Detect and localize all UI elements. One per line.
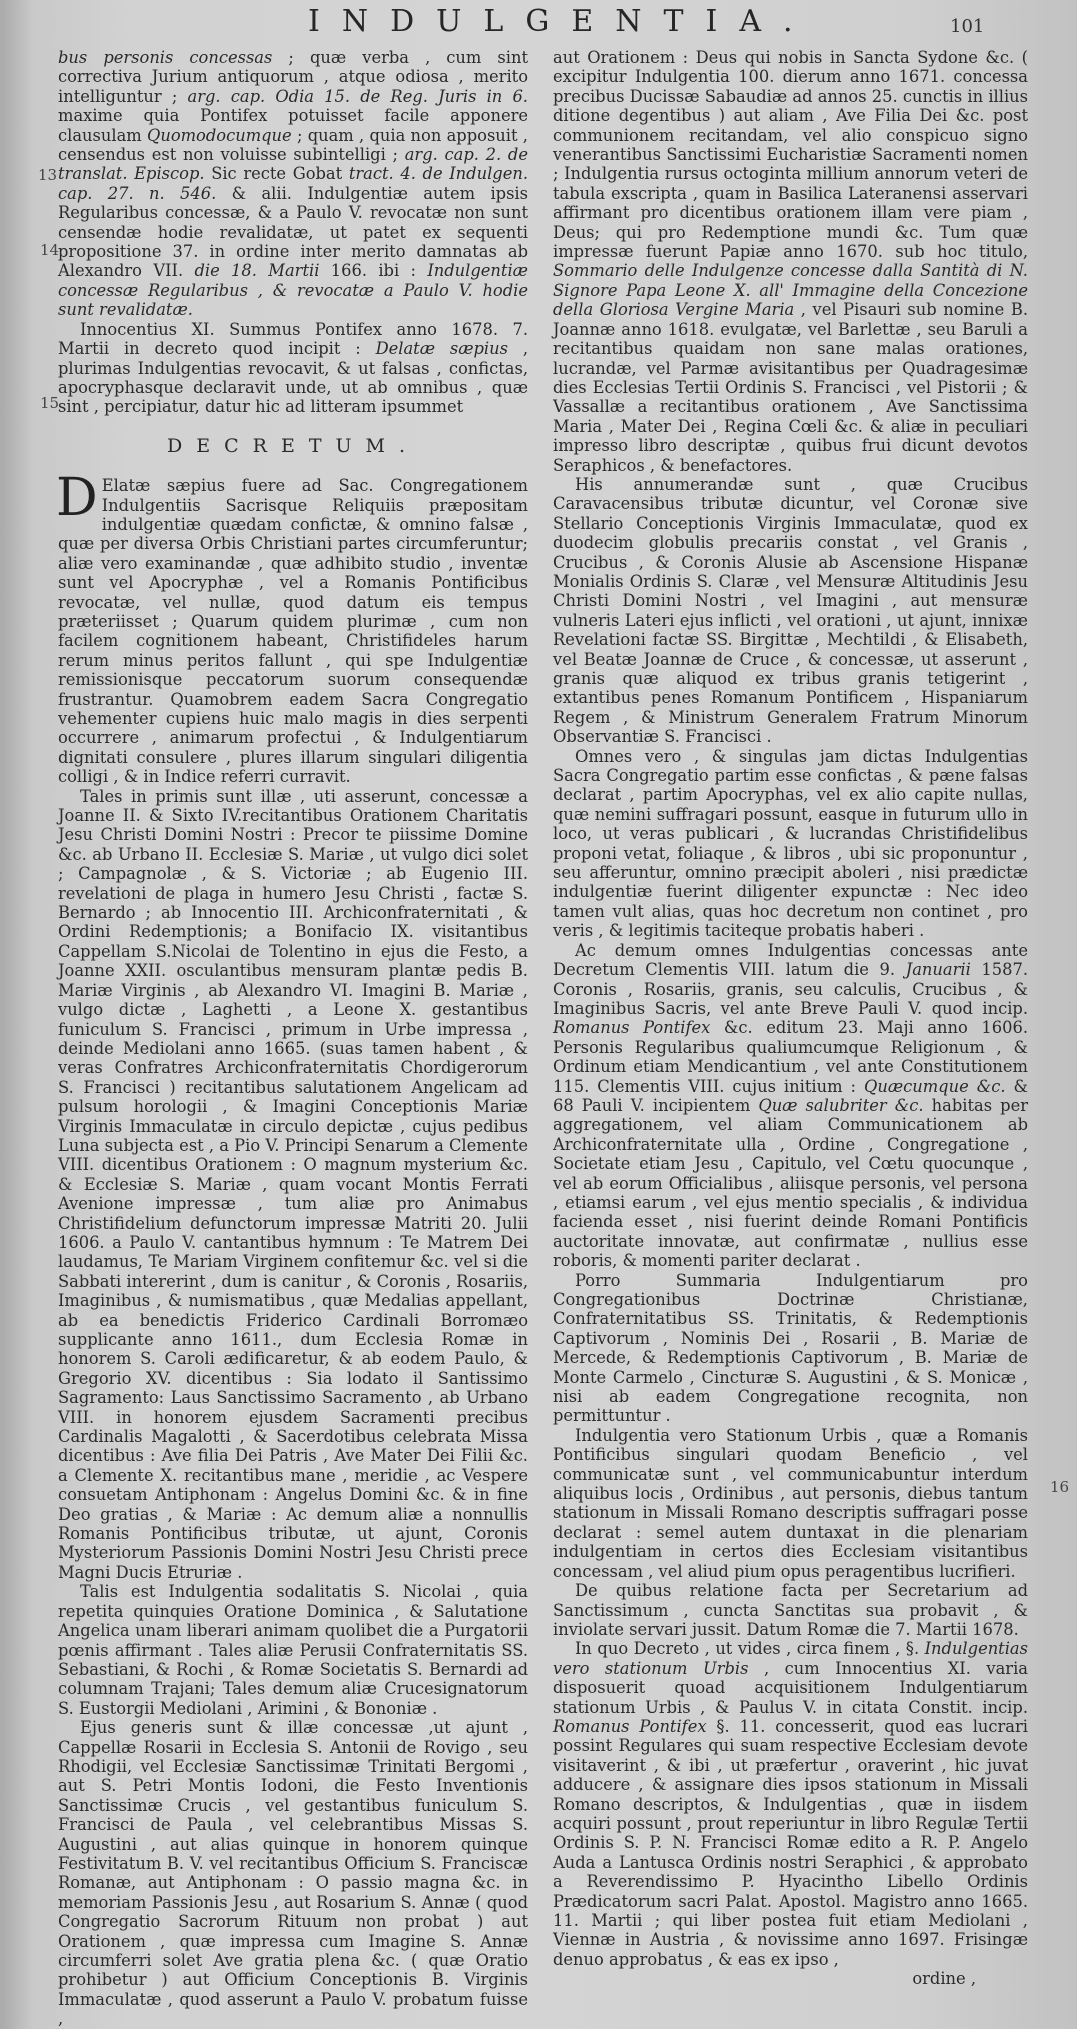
margin-number-15: 15: [40, 394, 60, 412]
text: habitas per aggregationem, vel aliam Communicationem ab Archiconfraternitate ulla , Ordine , Congregatione , Societate etiam Jesu , Capitulo, vel Cœtu quocunque , vel ab eorum Officialibus , aliisque personis, vel persona , etiamsi earum , vel ejus mentio specialis , & individua facienda esset , nisi fuerint deinde Romani Pontificis auctoritate innovatæ, aut confirmatæ , nullius esse roboris, & momenti pariter declarat .: [553, 1095, 1028, 1271]
italic-text: Romanus Pontifex: [553, 1716, 707, 1736]
paragraph: [553, 1639, 1028, 1969]
paragraph: Ejus generis sunt & illæ concessæ ,ut ajunt , Cappellæ Rosarii in Ecclesia S. Antonii de Rovigo , seu Rhodigii, vel Ecclesiæ Sanctissimæ Trinitati Bergomi , aut S. Petri Montis Iodoni, die Festo Inventionis Sanctissimæ Crucis , vel gestantibus funiculum S. Francisci de Paula , vel celebrantibus Missas S. Augustini , aut alias quinque in honorem quinque Festivitatum B. V. vel recitantibus Officium S. Franciscæ Romanæ, aut Antiphonam : O passio magna &c. in memoriam Passionis Jesu , aut Rosarium S. Annæ ( quod Congregatio Sacrorum Rituum non probat ) aut Orationem , quæ impressa cum Imagine S. Annæ circumferri solet Ave gratia plena &c. ( quæ Oratio prohibetur ) aut Officium Conceptionis B. Virginis Immaculatæ , quod asserunt a Paulo V. probatum fuisse ,: [58, 1718, 528, 2029]
text: aut Orationem : Deus qui nobis in Sancta Sydone &c. ( excipitur Indulgentia 100. dierum anno 1671. concessa precibus Ducissæ Sabaudiæ ad annos 25. cunctis in illius ditione degentibus ) aut aliam , Ave Filia Dei &c. post communionem recitandam, vel alio conspicuo signo venerantibus Sanctissimi Eucharistiæ Sacramenti nomen ; Indulgentia rursus octoginta millium annorum veteri de tabula exscripta , quam in Basilica Lateranensi asservari affirmant pro dicentibus orationem illam vere piam , Deus; qui pro Redemptione mundi &c. Tum quæ impressæ fuerunt Papiæ anno 1670. sub hoc titulo,: [553, 48, 1028, 262]
text: Sic recte Gobat: [204, 164, 349, 184]
italic-text: Januarii: [905, 960, 971, 980]
text: maxime quia Pontifex potuisset facile apponere clausulam: [58, 106, 528, 145]
text: 166. ibi :: [319, 261, 428, 281]
italic-text: Indulgentias vero stationum Urbis: [553, 1639, 1028, 1678]
italic-title: Sommario delle Indulgenze concesse dalla Santità di N. Signore Papa Leone X. all' Immagine della Concezione della Gloriosa Vergine Maria: [553, 261, 1028, 320]
citation: arg. cap. 2. de translat. Episcop.: [58, 145, 528, 184]
catchword: ordine ,: [912, 1969, 976, 1989]
paragraph: Talis est Indulgentia sodalitatis S. Nicolai , quia repetita quinquies Oratione Dominica , & Salutatione Angelica unam liberari animam quolibet die a Purgatorii pœnis affirmant . Tales aliæ Perusii Confraternitatis SS. Sebastiani, & Rochi , & Romæ Societatis S. Bernardi ad columnam Trajani; Tales demum aliæ Crucesignatorum S. Eustorgii Mediolani , Arimini , & Bononiæ .: [58, 1582, 528, 1718]
margin-number-14: 14: [40, 241, 60, 259]
italic-text: Delatæ sæpius: [375, 339, 508, 359]
text: & alii. Indulgentiæ autem ipsis Regularibus concessæ, & a Paulo V. revocatæ non sunt censendæ hodie revalidatæ, ut patet ex sequenti propositione 37. in ordine inter merito damnatas ab Alexandro VII.: [58, 183, 528, 281]
italic-text: Quæcumque &c.: [863, 1076, 1006, 1096]
text: §. 11. concesserit, quod eas lucrari possint Regulares qui suam respective Ecclesiam devote visitaverint , & ibi , ut præfertur , oraverint , hic juvat adducere , & assignare dies ipsos stationum in Missali Romano descriptos, & Indulgentias , quæ in iisdem acquiri possunt , prout reperiuntur in libro Regulæ Tertii Ordinis S. P. N. Francisci Romæ edito a R. P. Angelo Auda a Lantusca Ordinis nostri Seraphici , & approbato a Reverendissimo P. Hyacintho Libello Ordinis Prædicatorum sacri Palat. Apostol. Magistro anno 1665. 11. Martii ; qui liber postea fuit etiam Mediolani , Viennæ in Austria , & novissime anno 1697. Frisingæ denuo approbatus , & eas ex ipso ,: [553, 1716, 1028, 1969]
text: ; quæ verba , cum sint correctiva Jurium antiquorum , atque odiosa , merito intelliguntur ;: [58, 48, 528, 106]
left-column: [58, 48, 528, 2029]
text: 1587. Coronis , Rosariis, granis, seu calculis, Crucibus , & Imaginibus Sacris, vel ante Breve Pauli V. quod incip.: [553, 960, 1028, 1018]
text: Elatæ sæpius fuere ad Sac. Congregationem Indulgentiis Sacrisque Reliquiis præpositam indulgentiæ quædam confictæ, & omnino falsæ , quæ per diversa Orbis Christiani partes circumferuntur; aliæ vero examinandæ , quæ adhibito studio , inventæ sunt vel Apocryphæ , vel a Romanis Pontificibus revocatæ, vel nullæ, quod datum eis tempus præteriisset ; Quarum quidem plurimæ , cum non facilem cognitionem habeant, Christifideles harum rerum minus peritos fallunt , qui spe Indulgentiæ remissionisque peccatorum suorum consequendæ frustrantur. Quamobrem eadem Sacra Congregatio vehementer cupiens huic malo magis in dies serpenti occurrere , animarum profectui , & Indulgentiarum dignitati consulere , plures illarum singulari diligentia colligi , & in Indice referri curravit.: [58, 476, 528, 787]
text: & 68 Pauli V. incipientem: [553, 1076, 1028, 1115]
page-number: 101: [950, 16, 985, 37]
paragraph: Porro Summaria Indulgentiarum pro Congregationibus Doctrinæ Christianæ, Confraternitatibus SS. Trinitatis, & Redemptionis Captivorum , Nominis Dei , Rosarii , B. Mariæ de Mercede, & Redemptionis Captivorum , B. Mariæ de Monte Carmelo , Cincturæ S. Augustini , & S. Monicæ , nisi ab eadem Congregatione recognita, non permittuntur .: [553, 1270, 1028, 1426]
margin-number-13: 13: [38, 166, 58, 184]
citation: arg. cap. Odia 15. de Reg. Juris in 6.: [187, 86, 528, 106]
italic-text: bus personis concessas: [58, 48, 273, 67]
quotation: Indulgentiæ concessæ Regularibus , & revocatæ a Paulo V. hodie sunt revalidatæ.: [58, 261, 528, 320]
right-column: [553, 48, 1028, 1989]
text: , plurimas Indulgentias revocavit, & ut falsas , confictas, apocryphasque declaravit unde, ut ab omnibus , quæ sint , percipiatur, datur hic ad litteram ipsummet: [58, 339, 528, 417]
text: Ac demum omnes Indulgentias concessas ante Decretum Clementis VIII. latum die 9.: [553, 940, 1028, 980]
text: ; quam , quia non apposuit , censendus est non voluisse subintelligi ;: [58, 125, 528, 165]
citation: tract. 4. de Indulgen. cap. 27. n. 546.: [58, 164, 528, 203]
paragraph: [553, 941, 1028, 1271]
paragraph: Tales in primis sunt illæ , uti asserunt, concessæ a Joanne II. & Sixto IV.recitantibus Orationem Charitatis Jesu Christi Domini Nostri : Precor te piissime Domine &c. ab Urbano II. Ecclesiæ S. Mariæ , ut vulgo dici solet ; Campagnolæ , & S. Victoriæ ; ab Eugenio III. revelationi de plaga in humero Jesu Christi , factæ S. Bernardo ; ab Innocentio III. Archiconfraternitati , & Ordini Redemptionis; a Bonifacio IX. visitantibus Cappellam S.Nicolai de Tolentino in ejus die Festo, a Joanne XXII. osculantibus mensuram plantæ pedis B. Mariæ Virginis , ab Alexandro VI. Imagini B. Mariæ , vulgo dictæ , Laghetti , a Leone X. gestantibus funiculum S. Francisci , primum in Urbe impressa , deinde Mediolani anno 1665. (suas tamen habent , & veras Confratres Archiconfraternitatis Chordigerorum S. Francisci ) recitantibus salutationem Angelicam ad pulsum horologii , & Imagini Conceptionis Mariæ Virginis Immaculatæ in circulo depictæ , cujus pedibus Luna subjecta est , a Pio V. Principi Senarum a Clemente VIII. dicentibus Orationem : O magnum mysterium &c. & Ecclesiæ S. Mariæ , quam vocant Montis Ferrati Avenione impressæ , tum aliæ pro Animabus Christifidelium defunctorum impressæ Matriti 20. Julii 1606. a Paulo V. cantantibus hymnum : Te Matrem Dei laudamus, Te Mariam Virginem confitemur &c. vel si die Sabbati intererint , dum is canitur , & Coronis , Rosariis, Imaginibus , & numismatibus , quæ Medalias appellant, ab ea benedictis Friderico Cardinali Borromæo supplicante anno 1611., dum Ecclesia Romæ in honorem S. Caroli ædificaretur, & ab eodem Paulo, & Gregorio XV. dicentibus : Sia lodato il Santissimo Sagramento: Laus Sanctissimo Sacramento , ab Urbano VIII. in honorem ejusdem Sacramenti precibus Cardinalis Magalotti , & Sacerdotibus celebrata Missa dicentibus : Ave filia Dei Patris , Ave Mater Dei Filii &c. a Clemente X. recitantibus mane , meridie , ac Vespere consuetam Antiphonam : Angelus Domini &c. & in fine Deo gratias , & Mariæ : Ac demum aliæ a nonnullis Romanis Pontificibus tributæ, ut ajunt, Coronis Mysteriorum Passionis Domini Nostri Jesu Christi prece Magni Ducis Etruriæ .: [58, 786, 528, 1582]
paragraph: De quibus relatione facta per Secretarium ad Sanctissimum , cuncta Sanctitas sua probavit , & inviolate servari jussit. Datum Romæ die 7. Martii 1678.: [553, 1581, 1028, 1639]
italic-text: Romanus Pontifex: [553, 1018, 711, 1038]
paragraph: [553, 48, 1028, 475]
italic-text: Quæ salubriter &c.: [758, 1095, 924, 1115]
paragraph: Omnes vero , & singulas jam dictas Indulgentias Sacra Congregatio partim esse confictas , & pæne falsas declarat , partim Apocryphas, vel ex alio capite nullas, quæ nemini suffragari possunt, easque in futurum ullo in loco, ut veras publicari , & lucrandas Christifidelibus proponi vetat, foliaque , & libros , ubi sic proponuntur , seu afferuntur, omnino præcipit aboleri , nisi prædictæ indulgentiæ fuerint diligenter expunctæ : Nec ideo tamen vult alias, quas hoc decretum non continet , pro veris , & legitimis taciteque probatis haberi .: [553, 746, 1028, 941]
text: , cum Innocentius XI. varia disposuerit quoad acquisitionem Indulgentiarum stationum Urbis , & Paulus V. in citata Constit. incip.: [553, 1658, 1028, 1717]
text: In quo Decreto , ut vides , circa finem , §.: [575, 1639, 925, 1659]
paragraph: His annumerandæ sunt , quæ Crucibus Caravacensibus tributæ dicuntur, vel Coronæ sive Stellario Conceptionis Virginis Immaculatæ, quod ex duodecim globulis precariis constat , vel Granis , Crucibus , & Coronis Alusie ab Ascensione Hispanæ Monialis Ordinis S. Claræ , vel Mensuræ Altitudinis Jesu Christi Domini Nostri , vel Imagini , aut mensuræ vulneris Lateri ejus inflicti , vel orationi , ut ajunt, innixæ Revelationi factæ SS. Birgittæ , Mechtildi , & Elisabeth, vel Beatæ Joannæ de Cruce , & concessæ, ut asserunt , granis quæ aliquod ex tribus granis tetigerint , extantibus penes Romanum Pontificem , Hispaniarum Regem , & Ministrum Generalem Fratrum Minorum Observantiæ S. Francisci .: [553, 474, 1028, 747]
italic-text: die 18. Martii: [194, 261, 320, 281]
paragraph: Indulgentia vero Stationum Urbis , quæ a Romanis Pontificibus singulari quodam Beneficio , vel communicatæ sunt , vel communicabuntur interdum aliquibus locis , Ordinibus , aut personis, diebus tantum stationum in Missali Romano descriptis suffragari posse declarat : semel autem duntaxat in die plenariam indulgentiam in certos dies Ecclesiam visitantibus concessam , vel aliud pium opus peragentibus lucrifieri.: [553, 1425, 1028, 1581]
section-heading: DECRETUM.: [167, 434, 419, 457]
drop-cap: D: [56, 468, 98, 529]
running-title: INDULGENTIA.: [308, 4, 815, 39]
italic-text: Quomodocumque: [146, 125, 292, 145]
text: Innocentius XI. Summus Pontifex anno 1678. 7. Martii in decreto quod incipit :: [58, 319, 528, 359]
paragraph: [58, 48, 528, 320]
paragraph: [56, 468, 528, 787]
margin-number-16: 16: [1050, 1478, 1070, 1496]
paragraph: [58, 320, 528, 417]
text: , vel Pisauri sub nomine B. Joannæ anno 1618. evulgatæ, vel Barlettæ , seu Baruli a recitantibus quaidam non sane malas orationes, lucrandæ, vel Parmæ avisitantibus per Quadragesimæ dies Ecclesias Tertii Ordinis S. Francisci , vel Pistorii ; & Vassallæ a recitantibus orationem , Ave Sanctissima Maria , Mater Dei , Regina Cœli &c. & aliæ in peculiari impresso libro descriptæ , quibus frui dicunt devotos Seraphicos , & benefactores.: [553, 300, 1028, 475]
text: &c. editum 23. Maji anno 1606. Personis Regularibus qualiumcumque Religionum , & Ordinum etiam Mendicantium , vel ante Constitutionem 115. Clementis VIII. cujus initium :: [553, 1018, 1029, 1096]
